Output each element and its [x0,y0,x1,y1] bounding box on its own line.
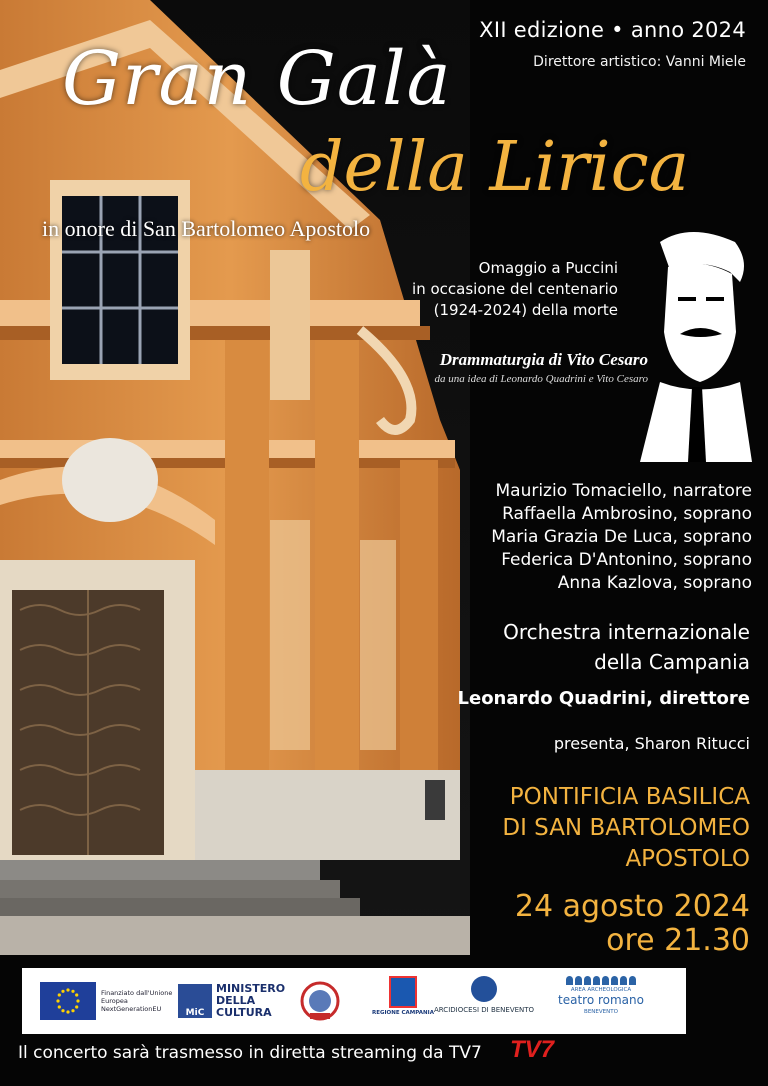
ministry-line: CULTURA [216,1006,272,1019]
homage-line: (1924-2024) della morte [433,301,618,319]
streaming-notice: Il concerto sarà trasmesso in diretta streaming da TV7 [18,1043,482,1063]
venue-line: DI SAN BARTOLOMEO [502,815,750,841]
region-name: REGIONE CAMPANIA [372,1010,434,1016]
mic-mark: MiC [178,984,212,1018]
venue-line: PONTIFICIA BASILICA [509,784,750,810]
homage-block [318,258,618,321]
dramaturgy-credit: Drammaturgia di Vito Cesaro [439,350,648,369]
campania-crest-icon [389,976,417,1008]
date-block [430,890,750,958]
event-time: ore 21.30 [606,923,750,958]
regione-campania-logo [372,976,434,1026]
orchestra-name [430,617,750,677]
venue-line: APOSTOLO [625,846,750,872]
title-line-1: Gran Galà [62,36,452,122]
archdiocese-name: ARCIDIOCESI DI BENEVENTO [434,1006,535,1014]
homage-line: Omaggio a Puccini [478,259,618,277]
eu-logo [40,976,179,1026]
archdiocese-logo [434,976,534,1026]
teatro-city: BENEVENTO [584,1009,618,1015]
idea-credit: da una idea di Leonardo Quadrini e Vito Cesaro [434,373,648,385]
teatro-area-label: AREA ARCHEOLOGICA [570,987,632,993]
tv7-logo [510,1036,554,1064]
ministry-line: MINISTERO [216,982,286,995]
ministry-line: DELLA [216,994,256,1007]
conductor: Leonardo Quadrini, direttore [457,688,750,709]
dramaturgy-block [328,350,648,385]
title-line-2: della Lirica [300,128,690,207]
archdiocese-emblem-icon [471,976,497,1002]
event-subtitle: in onore di San Bartolomeo Apostolo [42,216,371,241]
cast-member: Maria Grazia De Luca, soprano [491,527,752,547]
tv7-label: TV7 [510,1036,555,1063]
event-date: 24 agosto 2024 [514,889,750,924]
event-seal-logo [300,976,340,1026]
cast-member: Federica D'Antonino, soprano [501,550,752,570]
artistic-director: Direttore artistico: Vanni Miele [533,54,746,70]
teatro-romano-logo [558,976,644,1026]
eu-flag-icon [40,982,96,1020]
puccini-portrait-image [640,222,752,462]
cast-list [422,480,752,595]
eu-funding-text: Finanziato dall'Unione Europea NextGenerationEU [101,989,173,1013]
arches-icon [566,976,636,985]
ministry-culture-logo [178,976,285,1026]
orchestra-line: Orchestra internazionale [503,620,750,644]
venue-block [430,782,750,875]
teatro-name: teatro romano [558,993,644,1007]
cast-member: Anna Kazlova, soprano [557,573,752,593]
presenter: presenta, Sharon Ritucci [553,734,750,753]
sponsor-logos [22,968,686,1034]
edition-line: XII edizione • anno 2024 [479,18,746,42]
cast-member: Raffaella Ambrosino, soprano [502,504,752,524]
cast-member: Maurizio Tomaciello, narratore [495,481,752,501]
orchestra-line: della Campania [594,650,750,674]
homage-line: in occasione del centenario [412,280,618,298]
